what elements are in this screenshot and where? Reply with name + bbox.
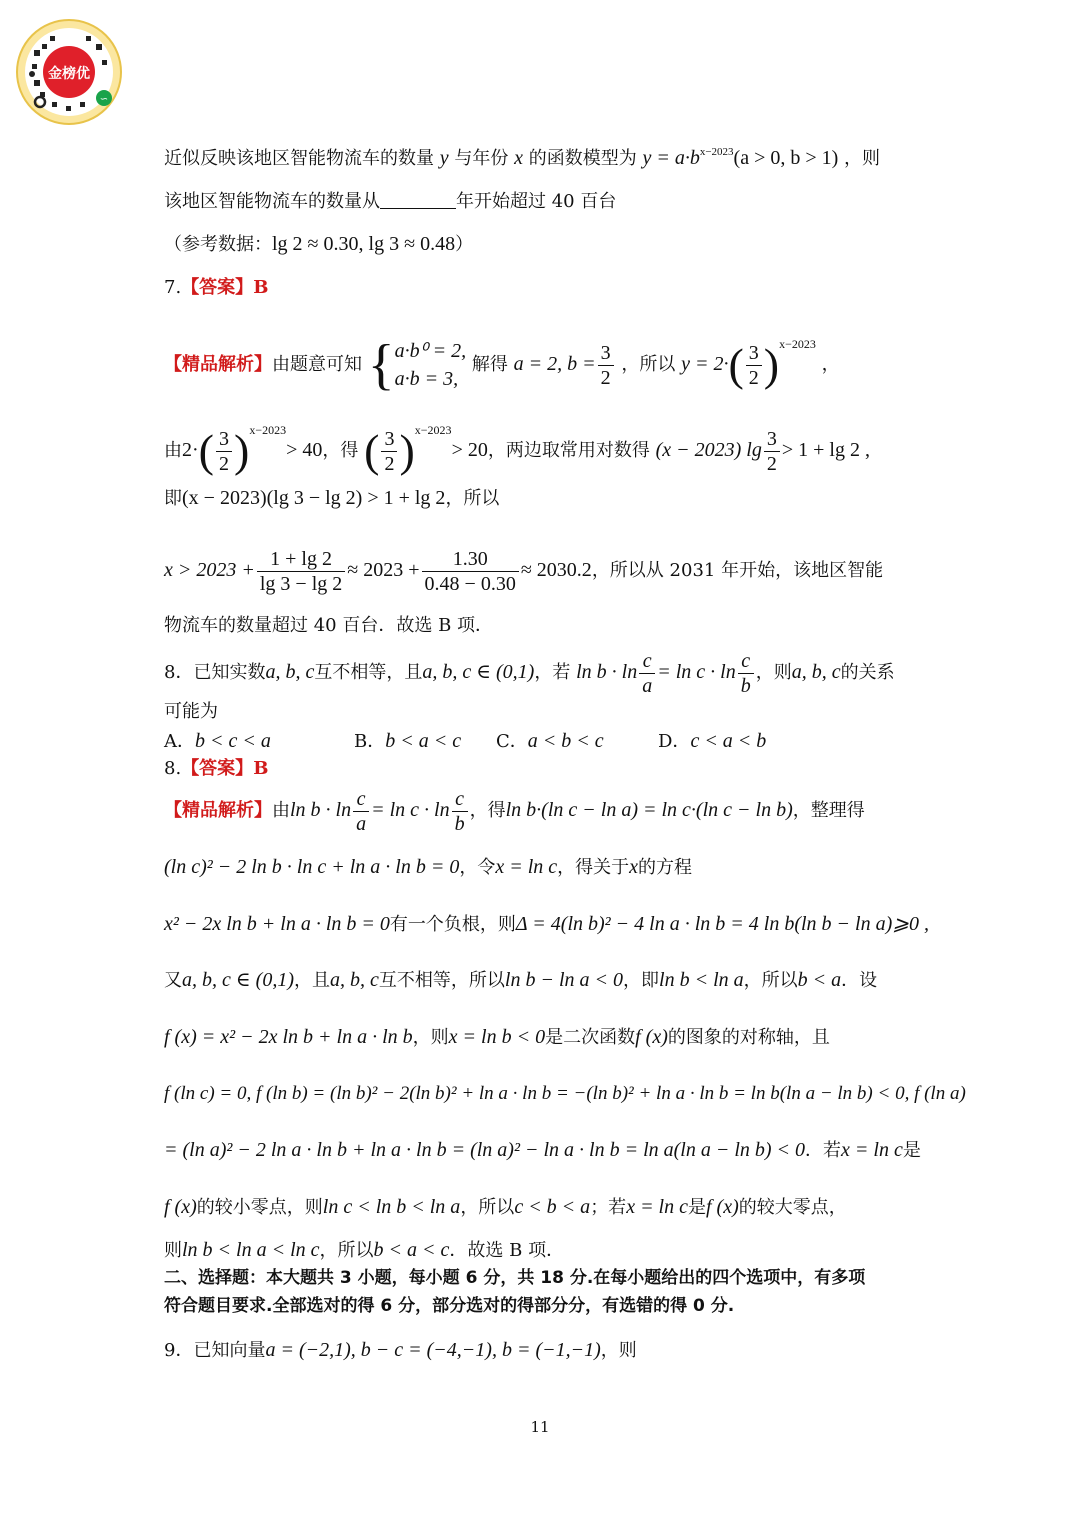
q8-answer: 8.【答案】B xyxy=(164,758,269,779)
logo xyxy=(10,14,128,126)
q7-analysis-5: 物流车的数量超过 40 百台．故选 B 项． xyxy=(164,615,494,636)
q8-analysis-1: 【精品解析】由ln b · ln $\frac{c}{a}$ = ln c · ln $\frac{c}{b}$ ，得ln b·(ln c − ln a) = ln c·(ln c − ln b)，整理得 xyxy=(164,787,865,835)
q8-stem-2: 可能为 xyxy=(164,701,218,722)
q7-answer: 7.【答案】B xyxy=(164,277,269,298)
q8-analysis-2: (ln c)² − 2 ln b · ln c + ln a · ln b = 0，令x = ln c，得关于x的方程 xyxy=(164,856,693,878)
option-b: B．b < a < c xyxy=(354,730,462,752)
q6-line-1: 近似反映该地区智能物流车的数量 y 与年份 x 的函数模型为 $y = a\cdot b^{x-2023}(a > 0$, b > 1) ，则 xyxy=(164,146,881,169)
q8-analysis-6: f (ln c) = 0, f (ln b) = (ln b)² − 2(ln b)² + ln a · ln b = −(ln b)² + ln a · ln b = ln b(ln a − ln b) < 0, f (ln a) xyxy=(164,1083,966,1104)
q7-analysis-4: x > 2023 + $\frac{1 + \lg 2}{\lg 3 - \lg 2}$ ≈ 2023 + $\frac{1.30}{0.48 - 0.30}$ ≈ 2030.2，所以从 2031 年开始，该地区智能 xyxy=(164,547,884,595)
q7-analysis-3: 即(x − 2023)(lg 3 − lg 2) > 1 + lg 2，所以 xyxy=(164,487,500,509)
q8-analysis-9: 则ln b < ln a < ln c，所以b < a < c．故选 B 项． xyxy=(164,1239,565,1261)
q7-analysis-1: 【精品解析】由题意可知 { a·b⁰ = 2, a·b = 3, 解得 a = 2, b = $\frac{3}{2}$ ，所以 y = 2·( $\frac{3}{2}$ )$^{x-2023}$ ， xyxy=(164,334,840,396)
option-d: D．c < a < b xyxy=(658,730,767,752)
q8-analysis-5: f (x) = x² − 2x ln b + ln a · ln b，则x = ln b < 0是二次函数f (x)的图象的对称轴，且 xyxy=(164,1026,830,1048)
q8-stem: 8．已知实数a, b, c互不相等，且a, b, c ∈ (0,1)，若 ln b · ln $\frac{c}{a}$ = ln c · ln $\frac{c}{b}$ ，则a, b, c的关系 xyxy=(164,649,895,697)
q9-stem: 9．已知向量a = (−2,1), b − c = (−4,−1), b = (−1,−1)，则 xyxy=(164,1339,637,1361)
q7-analysis-2: 由2·( $\frac{3}{2}$ )$^{x-2023}$> 40，得 ( $\frac{3}{2}$ )$^{x-2023}$> 20，两边取常用对数得 (x − 2023) lg $\frac{3}{2}$ > 1 + lg 2 , xyxy=(164,423,870,476)
answer-blank xyxy=(380,190,456,209)
q8-analysis-4: 又a, b, c ∈ (0,1)，且a, b, c互不相等，所以ln b − ln a < 0，即ln b < ln a，所以b < a．设 xyxy=(164,969,878,991)
q6-reference-data: （参考数据：lg 2 ≈ 0.30, lg 3 ≈ 0.48） xyxy=(164,233,474,255)
section-2-heading: 二、选择题：本大题共 3 小题，每小题 6 分，共 18 分.在每小题给出的四个选项中，有多项 xyxy=(164,1268,866,1288)
q8-analysis-7: = (ln a)² − 2 ln a · ln b + ln a · ln b = (ln a)² − ln a · ln b = ln a(ln a − ln b) < 0．若x = ln c是 xyxy=(164,1139,921,1161)
q8-analysis-8: f (x)的较小零点，则ln c < ln b < ln a，所以c < b < a；若x = ln c是f (x)的较大零点， xyxy=(164,1196,847,1218)
section-2-heading-2: 符合题目要求.全部选对的得 6 分，部分选对的得部分分，有选错的得 0 分. xyxy=(164,1296,735,1316)
q8-options xyxy=(164,729,766,754)
q8-analysis-3: x² − 2x ln b + ln a · ln b = 0有一个负根，则Δ = 4(ln b)² − 4 ln a · ln b = 4 ln b(ln b − ln a)⩾0 , xyxy=(164,913,930,935)
page-number: 11 xyxy=(530,1418,550,1436)
logo-text: 金榜优 xyxy=(48,66,90,82)
svg-text:∽: ∽ xyxy=(99,94,109,105)
qr-code-logo-icon xyxy=(10,14,128,126)
option-c: C．a < b < c xyxy=(496,730,604,752)
q6-line-2: 该地区智能物流车的数量从 年开始超过 40 百台 xyxy=(164,191,617,212)
option-a: A．b < c < a xyxy=(164,730,271,752)
